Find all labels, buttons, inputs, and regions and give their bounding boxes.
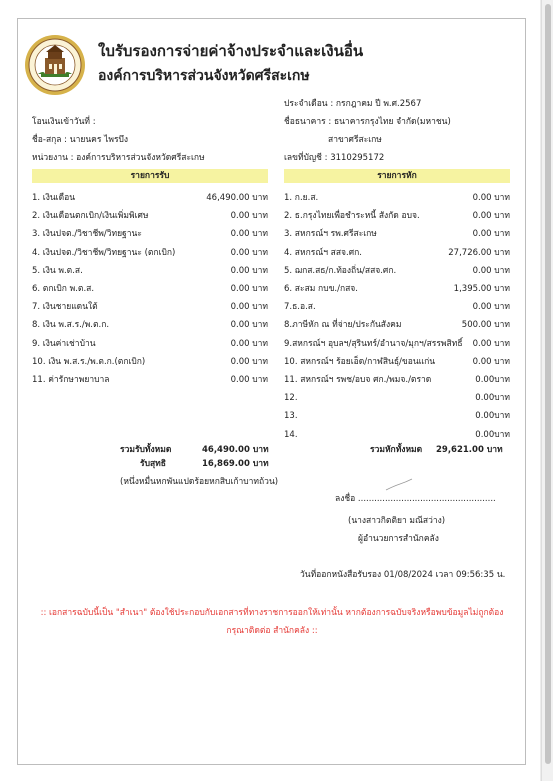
income-header: รายการรับ [32, 169, 268, 183]
deduction-row [284, 301, 510, 313]
income-item-amount: 0.00 บาท [230, 302, 268, 313]
signer-name: (นางสาวกิตติยา มณีสว่าง) [348, 516, 446, 526]
organization-seal-logo [24, 34, 86, 96]
deductions-header: รายการหัก [284, 169, 510, 183]
deduction-row [284, 228, 510, 240]
deduction-row [284, 210, 510, 222]
deduction-item-label: 6. สะสม กบข./กสจ. [284, 284, 358, 294]
income-item-label: 2. เงินเดือนตกเบิก/เงินเพิ่มพิเศษ [32, 211, 149, 222]
income-item-label: 3. เงินปจต./วิชาชีพ/วิทยฐานะ [32, 229, 142, 240]
deduction-item-amount: 0.00บาท [475, 375, 510, 385]
income-item-amount: 0.00 บาท [230, 229, 268, 240]
bank-branch: สาขาศรีสะเกษ [328, 135, 382, 145]
income-item-amount: 0.00 บาท [230, 211, 268, 222]
account-number: เลขที่บัญชี : 3110295172 [284, 153, 385, 163]
deduction-item-amount: 1,395.00 บาท [453, 284, 510, 294]
net-pay-label: รับสุทธิ [140, 459, 166, 469]
vertical-scrollbar[interactable] [541, 0, 553, 781]
deduction-item-amount: 0.00บาท [475, 429, 510, 440]
pay-period: ประจำเดือน : กรกฎาคม ปี พ.ศ.2567 [284, 99, 422, 109]
deduction-row [284, 338, 510, 350]
income-total-label: รวมรับทั้งหมด [120, 445, 172, 455]
deduction-item-amount: 0.00 บาท [472, 265, 510, 276]
income-total-value: 46,490.00 บาท [202, 445, 269, 455]
deduction-item-amount: 0.00 บาท [472, 229, 510, 240]
income-item-amount: 0.00 บาท [230, 375, 268, 385]
deduction-item-label: 11. สหกรณ์ฯ รพช/อบจ ศก./พมจ./ตราด [284, 375, 432, 385]
agency: หน่วยงาน : องค์การบริหารส่วนจังหวัดศรีสะเกษ [32, 153, 205, 163]
net-pay-in-words: (หนึ่งหมื่นหกพันแปดร้อยหกสิบเก้าบาทถ้วน) [120, 477, 279, 487]
income-item-amount: 0.00 บาท [230, 356, 268, 367]
deduction-row [284, 410, 510, 422]
deduction-row [284, 374, 510, 386]
transfer-date: โอนเงินเข้าวันที่ : [32, 117, 96, 127]
deduction-row [284, 265, 510, 277]
income-item-amount: 46,490.00 บาท [206, 193, 268, 203]
deduction-row [284, 429, 510, 441]
bank-name: ชื่อธนาคาร : ธนาคารกรุงไทย จำกัด(มหาชน) [284, 117, 451, 127]
deduction-item-amount: 500.00 บาท [461, 320, 510, 331]
income-row [32, 247, 268, 259]
signature-line: ลงชื่อ ................................................... [335, 494, 496, 504]
scrollbar-thumb[interactable] [545, 4, 551, 764]
deduction-item-label: 13. [284, 411, 298, 422]
deduction-row [284, 392, 510, 404]
deduction-item-amount: 0.00 บาท [472, 193, 510, 203]
income-item-label: 5. เงิน พ.ต.ส. [32, 265, 83, 276]
copy-notice-line1: :: เอกสารฉบับนี้เป็น "สำเนา" ต้องใช้ประกอบกับเอกสารที่ทางราชการออกให้เท่านั้น หากต้องการฉบับจริงหรือพบข้อมูลไม่ถูกต้อง [40, 608, 504, 618]
deduction-row [284, 319, 510, 331]
income-row [32, 265, 268, 277]
income-item-amount: 0.00 บาท [230, 265, 268, 276]
issue-timestamp: วันที่ออกหนังสือรับรอง 01/08/2024 เวลา 09:56:35 น. [300, 570, 506, 580]
deduction-item-amount: 0.00 บาท [472, 356, 510, 367]
deductions-total-value: 29,621.00 บาท [436, 445, 503, 455]
deduction-item-label: 12. [284, 393, 298, 404]
deduction-item-label: 5. ฌกส.สธ/ก.ท้องถิ่น/สสจ.ศก. [284, 265, 397, 276]
deduction-item-amount: 0.00 บาท [472, 302, 510, 313]
income-row [32, 301, 268, 313]
income-item-amount: 0.00 บาท [230, 247, 268, 258]
deduction-row [284, 192, 510, 204]
copy-notice-line2: กรุณาติดต่อ สำนักคลัง :: [226, 626, 318, 636]
deduction-item-label: 7.ธ.อ.ส. [284, 302, 316, 313]
income-item-label: 8. เงิน พ.ส.ร./พ.ต.ก. [32, 320, 110, 331]
income-item-label: 11. ค่ารักษาพยาบาล [32, 375, 110, 385]
income-row [32, 228, 268, 240]
deductions-total-label: รวมหักทั้งหมด [370, 445, 423, 455]
income-item-label: 4. เงินปจต./วิชาชีพ/วิทยฐานะ (ตกเบิก) [32, 247, 176, 258]
organization-name: องค์การบริหารส่วนจังหวัดศรีสะเกษ [98, 68, 310, 84]
income-item-label: 6. ตกเบิก พ.ต.ส. [32, 284, 95, 294]
income-item-label: 9. เงินค่าเช่าบ้าน [32, 338, 96, 349]
signer-position: ผู้อำนวยการสำนักคลัง [358, 534, 439, 544]
deduction-row [284, 247, 510, 259]
deduction-item-amount: 27,726.00 บาท [448, 247, 510, 258]
income-row [32, 192, 268, 204]
deduction-item-label: 10. สหกรณ์ฯ ร้อยเอ็ด/กาฬสินธุ์/ขอนแก่น [284, 356, 436, 367]
deduction-item-label: 1. ก.ย.ส. [284, 193, 319, 203]
income-item-amount: 0.00 บาท [230, 284, 268, 294]
deduction-item-amount: 0.00 บาท [472, 211, 510, 222]
deduction-row [284, 283, 510, 295]
deduction-item-amount: 0.00บาท [475, 393, 510, 404]
net-pay-value: 16,869.00 บาท [202, 459, 269, 469]
income-item-label: 10. เงิน พ.ส.ร./พ.ต.ก.(ตกเบิก) [32, 356, 146, 367]
income-row [32, 338, 268, 350]
certificate-page [17, 18, 526, 765]
income-item-label: 7. เงินชายแดนใต้ [32, 302, 98, 313]
income-row [32, 356, 268, 368]
income-row [32, 210, 268, 222]
deduction-row [284, 356, 510, 368]
deduction-item-label: 3. สหกรณ์ฯ รพ.ศรีสะเกษ [284, 229, 377, 240]
deduction-item-label: 8.ภาษีหัก ณ ที่จ่าย/ประกันสังคม [284, 320, 402, 331]
deduction-item-amount: 0.00 บาท [472, 338, 510, 349]
income-item-label: 1. เงินเดือน [32, 193, 76, 203]
income-row [32, 319, 268, 331]
employee-name: ชื่อ-สกุล : นายนคร ไพรบึง [32, 135, 129, 145]
income-item-amount: 0.00 บาท [230, 338, 268, 349]
deduction-item-amount: 0.00บาท [475, 411, 510, 422]
document-title: ใบรับรองการจ่ายค่าจ้างประจำและเงินอื่น [98, 42, 364, 60]
income-row [32, 283, 268, 295]
deduction-item-label: 2. ธ.กรุงไทยเพื่อชำระหนี้ สังกัด อบจ. [284, 211, 420, 222]
deduction-item-label: 14. [284, 429, 298, 440]
deduction-item-label: 9.สหกรณ์ฯ อุบลฯ/สุรินทร์/อำนาจ/มุกฯ/สรรพสิทธิ์ [284, 338, 463, 349]
deduction-item-label: 4. สหกรณ์ฯ สสจ.ศก. [284, 247, 362, 258]
income-row [32, 374, 268, 386]
income-item-amount: 0.00 บาท [230, 320, 268, 331]
